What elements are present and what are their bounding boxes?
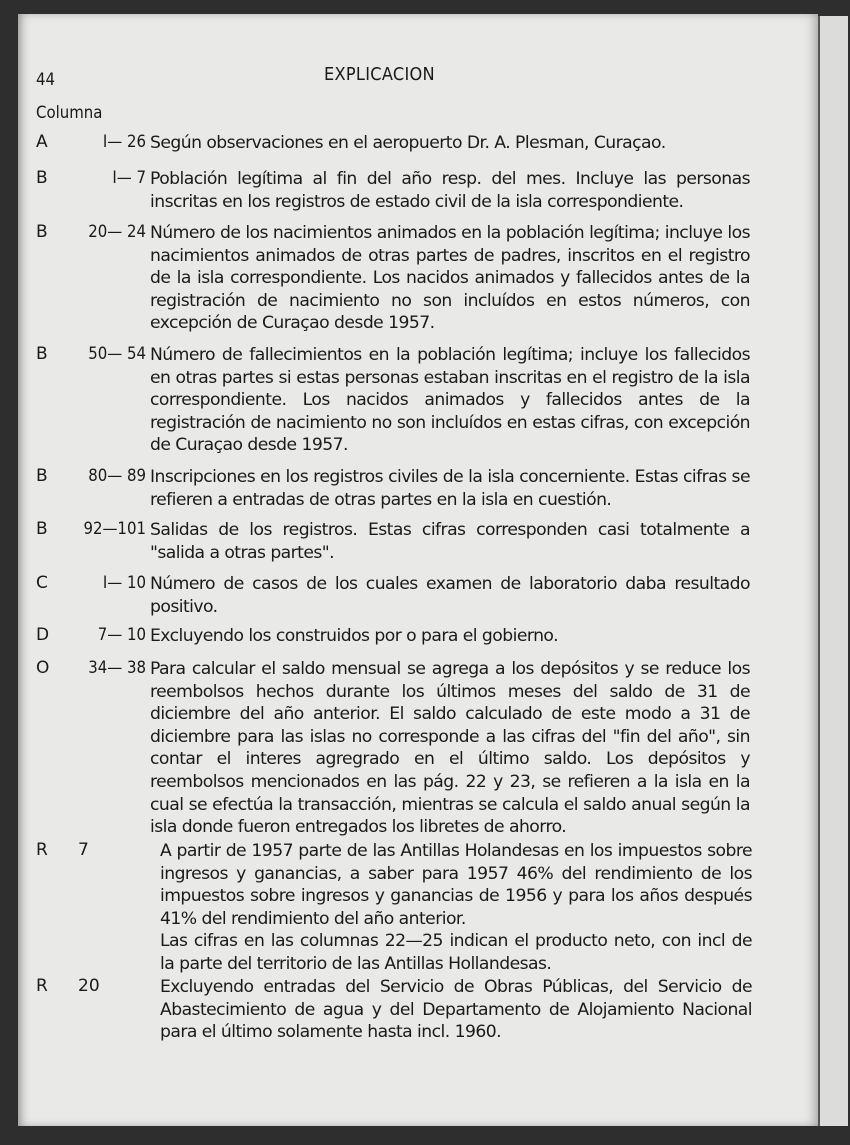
entry-letter: O bbox=[36, 658, 50, 678]
entry-letter: D bbox=[36, 625, 50, 645]
entry-text: Número de casos de los cuales examen de laboratorio daba resultado positivo. bbox=[150, 574, 750, 617]
entry-letter: B bbox=[36, 168, 48, 188]
entry-range: 92—101 bbox=[83, 519, 146, 539]
entry-range: 80— 89 bbox=[88, 466, 146, 486]
page-header bbox=[18, 60, 818, 90]
entry-letter: A bbox=[36, 132, 48, 152]
entry-letter: R bbox=[36, 976, 48, 996]
entry-letter: B bbox=[36, 466, 48, 486]
entry-range: 34— 38 bbox=[88, 658, 146, 678]
entry-range: I— 10 bbox=[102, 573, 146, 593]
entry-letter: B bbox=[36, 344, 48, 364]
entry-range: I— 26 bbox=[102, 132, 146, 152]
entry-range: 20— 24 bbox=[88, 222, 146, 242]
entry-letter: B bbox=[36, 222, 48, 242]
entry-text: Excluyendo entradas del Servicio de Obras Públicas, del Servicio de Abastecimiento de agua y del Departamento de Alojamiento Nacional para el último solamente hasta incl. 1960. bbox=[160, 977, 752, 1043]
facing-page-edge bbox=[818, 16, 848, 1126]
entry-text: Población legítima al fin del año resp. del mes. Incluye las personas inscritas en los registros de estado civil de la isla correspondiente. bbox=[150, 169, 750, 212]
entry-range: 7 bbox=[78, 840, 89, 860]
entry-range: 7— 10 bbox=[97, 625, 146, 645]
entry-range: 50— 54 bbox=[88, 344, 146, 364]
entry-text: Salidas de los registros. Estas cifras corresponden casi totalmente a "salida a otras partes". bbox=[150, 520, 750, 563]
entry-text: Para calcular el saldo mensual se agrega a los depósitos y se reduce los reembolsos hechos durante los últimos meses del saldo de 31 de diciembre del año anterior. El saldo calculado de este modo a 31 de diciembre para las islas no corresponde a las cifras del "fin del año", sin contar el interes agregrado en el último saldo. Los depósitos y reembolsos mencionados en las pág. 22 y 23, se refieren a la isla en la cual se efectúa la transacción, mientras se calcula el saldo anual según la isla donde fueron entregados los libretes de ahorro. bbox=[150, 659, 750, 838]
document-page bbox=[18, 14, 818, 1126]
entry-text: Excluyendo los construidos por o para el gobierno. bbox=[150, 626, 558, 646]
entry-text: Inscripciones en los registros civiles de la isla concerniente. Estas cifras se refieren a entradas de otras partes en la isla en cuestión. bbox=[150, 467, 750, 510]
entry-letter: C bbox=[36, 573, 48, 593]
entry-letter: B bbox=[36, 519, 48, 539]
entry-range: 20 bbox=[78, 976, 100, 996]
entry-text-note: Las cifras en las columnas 22—25 indican el producto neto, con incl de la parte del territorio de las Antillas Hollandesas. bbox=[160, 931, 752, 974]
entry-range: I— 7 bbox=[112, 168, 146, 188]
entry-letter: R bbox=[36, 840, 48, 860]
entry-text: A partir de 1957 parte de las Antillas Holandesas en los impuestos sobre ingresos y ganancias, a saber para 1957 46% del rendimiento de los impuestos sobre ingresos y ganancias de 1956 y para los años después 41% del rendimiento del año anterior. Las cifras en las columnas 22—25 indican el producto neto, con incl de la parte del territorio de las Antillas Hollandesas. bbox=[160, 841, 752, 974]
entry-text: Según observaciones en el aeropuerto Dr. A. Plesman, Curaçao. bbox=[150, 133, 666, 153]
entry-text: Número de los nacimientos animados en la población legítima; incluye los nacimientos animados de otras partes de padres, inscritos en el registro de la isla correspondiente. Los nacidos animados y fallecidos antes de la registración de nacimiento no son incluídos en estos números, con excepción de Curaçao desde 1957. bbox=[150, 223, 750, 334]
page-title: EXPLICACION bbox=[324, 64, 435, 85]
column-heading: Columna bbox=[36, 103, 103, 123]
page-number: 44 bbox=[36, 70, 56, 90]
entry-text: Número de fallecimientos en la población legítima; incluye los fallecidos en otras partes si estas personas estaban inscritas en el registro de la isla correspondiente. Los nacidos animados y fallecidos antes de la registración de nacimiento no son incluídos en estas cifras, con excepción de Curaçao desde 1957. bbox=[150, 345, 750, 456]
